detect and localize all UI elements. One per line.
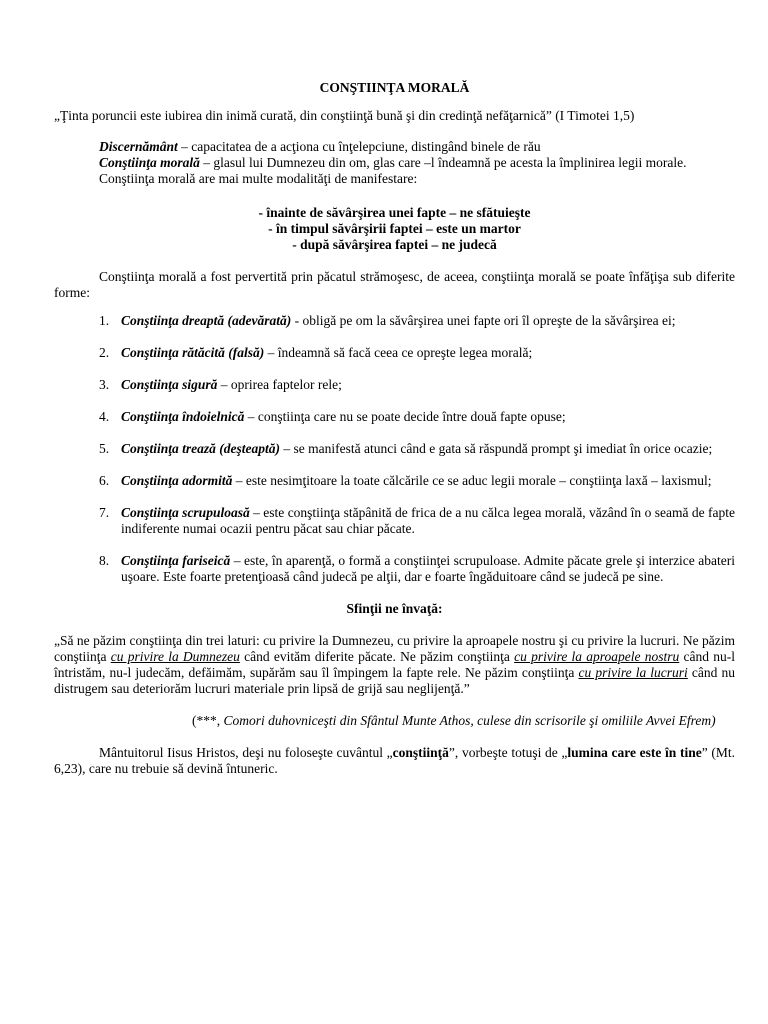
list-item <box>54 473 735 489</box>
closing-text: Mântuitorul Iisus Hristos, deşi nu foloseşte cuvântul „ <box>99 745 393 760</box>
list-item <box>54 441 735 457</box>
motto-quote: „Ţinta poruncii este iubirea din inimă curată, din conştiinţă bună şi din credinţă nefăţarnică” (I Timotei 1,5) <box>54 108 635 123</box>
quote-text: când nu-l întristăm, nu-l judecăm, defăimăm, supărăm sau îl împingem la fapte rele. Ne păzim conştiinţa <box>54 649 735 680</box>
form-term: Conştiinţa adormită <box>121 473 233 488</box>
closing-paragraph <box>54 745 735 777</box>
list-item <box>54 409 735 425</box>
stage-after: - după săvârşirea faptei – ne judecă <box>292 237 497 252</box>
definition-discernamant <box>54 139 735 155</box>
list-number: 7. <box>99 505 110 520</box>
list-number: 6. <box>99 473 110 488</box>
closing-text: ” (Mt. 6,23), care nu trebuie să devină întuneric. <box>54 745 735 776</box>
list-number: 3. <box>99 377 110 392</box>
manifest-intro: Conştiinţa morală are mai multe modalităţi de manifestare: <box>99 171 418 186</box>
stage-during: - în timpul săvârşirii faptei – este un martor <box>268 221 521 236</box>
saints-quote <box>54 633 735 697</box>
list-item <box>54 505 735 537</box>
definition-term: Conştiinţa morală <box>99 155 200 170</box>
list-number: 1. <box>99 313 110 328</box>
source-text: Comori duhovniceşti din Sfântul Munte Athos, culese din scrisorile şi omiliile Avvei Efrem) <box>223 713 716 728</box>
form-term: Conştiinţa dreaptă (adevărată) <box>121 313 292 328</box>
quote-underlined: cu privire la aproapele nostru <box>514 649 680 664</box>
list-item <box>54 313 735 329</box>
quote-source <box>54 713 735 729</box>
quote-text: când evităm diferite păcate. Ne păzim conştiinţa <box>239 649 515 664</box>
form-text: – se manifestă atunci când e gata să răspundă prompt şi imediat în orice ocazie; <box>280 441 713 456</box>
form-term: Conştiinţa îndoielnică <box>121 409 245 424</box>
form-text: – este, în aparenţă, o formă a conştiinţei scrupuloase. Admite păcate grele şi interzice abateri uşoare. Este foarte pretenţioasă când judecă pe alţii, dar e foarte îngăduitoare când se judecă pe sine. <box>121 553 736 584</box>
forms-list <box>54 313 735 585</box>
document-page <box>54 80 735 777</box>
form-term: Conştiinţa rătăcită (falsă) <box>121 345 265 360</box>
list-item <box>54 345 735 361</box>
list-number: 2. <box>99 345 110 360</box>
definition-term: Discernământ <box>99 139 178 154</box>
closing-text: ”, vorbeşte totuşi de „ <box>448 745 568 760</box>
quote-underlined: cu privire la lucruri <box>578 665 688 680</box>
stage-before: - înainte de săvârşirea unei fapte – ne sfătuieşte <box>258 205 531 220</box>
list-number: 8. <box>99 553 110 568</box>
list-number: 5. <box>99 441 110 456</box>
quote-text: „Să ne păzim conştiinţa din trei laturi: cu privire la Dumnezeu, cu privire la aproapele nostru şi cu privire la lucruri. Ne păzim conştiinţa <box>54 633 735 664</box>
saints-heading: Sfinţii ne învaţă: <box>346 601 443 616</box>
list-item <box>54 377 735 393</box>
form-term: Conştiinţa scrupuloasă <box>121 505 250 520</box>
source-prefix: (***, <box>192 713 224 728</box>
form-text: – îndeamnă să facă ceea ce opreşte legea morală; <box>264 345 533 360</box>
form-text: – este conştiinţa stăpânită de frica de a nu călca legea morală, văzând în o seamă de fapte indiferente numai ocazii pentru păcat sau chiar păcate. <box>121 505 735 536</box>
definition-constiinta-morala <box>54 155 735 171</box>
closing-bold: conştiinţă <box>392 745 449 760</box>
list-number: 4. <box>99 409 110 424</box>
quote-text: când nu distrugem sau deteriorăm lucruri materiale prin lipsă de grijă sau neglijenţă.” <box>54 665 735 696</box>
form-term: Conştiinţa sigură <box>121 377 218 392</box>
list-item <box>54 553 735 585</box>
forms-intro: Conştiinţa morală a fost pervertită prin păcatul strămoşesc, de aceea, conştiinţa morală se poate înfăţişa sub diferite forme: <box>54 269 735 300</box>
quote-underlined: cu privire la Dumnezeu <box>110 649 240 664</box>
page-title: CONŞTIINŢA MORALĂ <box>319 80 470 95</box>
form-text: – oprirea faptelor rele; <box>217 377 342 392</box>
closing-bold: lumina care este în tine <box>567 745 702 760</box>
definition-text: – glasul lui Dumnezeu din om, glas care –l îndeamnă pe acesta la împlinirea legii morale. <box>199 155 687 170</box>
form-text: - obligă pe om la săvârşirea unei fapte ori îl opreşte de la săvârşirea ei; <box>291 313 676 328</box>
form-text: – este nesimţitoare la toate călcările ce se aduc legii morale – conştiinţa laxă – laxismul; <box>232 473 712 488</box>
form-term: Conştiinţa trează (deşteaptă) <box>121 441 281 456</box>
manifest-stages <box>54 205 735 253</box>
form-term: Conştiinţa fariseică <box>121 553 231 568</box>
form-text: – conştiinţa care nu se poate decide între două fapte opuse; <box>244 409 566 424</box>
definition-text: – capacitatea de a acţiona cu înţelepciune, distingând binele de rău <box>177 139 541 154</box>
